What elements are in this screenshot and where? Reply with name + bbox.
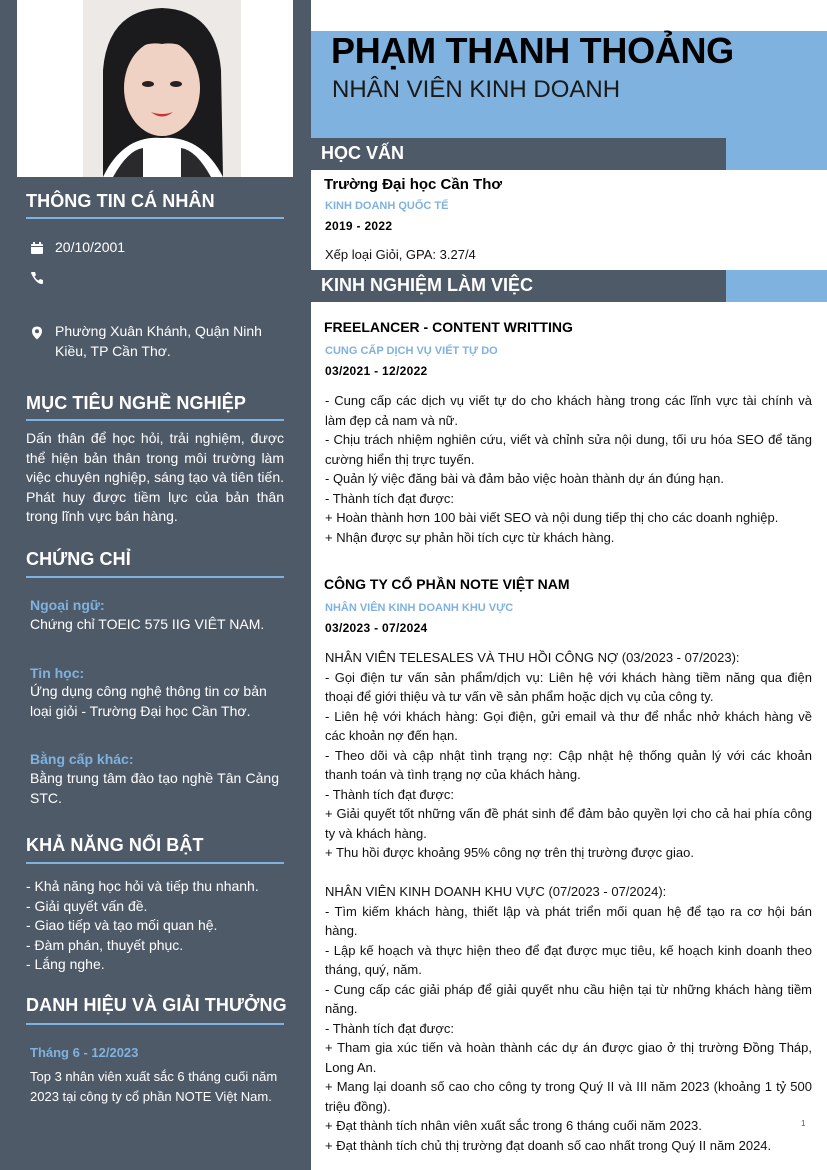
list-item: + Hoàn thành hơn 100 bài viết SEO và nội dung tiếp thị cho các doanh nghiệp. bbox=[325, 510, 779, 525]
list-item: + Tham gia xúc tiến và hoàn thành các dự án được giao ở thị trường Đồng Tháp, Long An. bbox=[325, 1040, 812, 1075]
section-title-skills: KHẢ NĂNG NỔI BẬT bbox=[26, 835, 204, 855]
job-description bbox=[325, 648, 812, 1155]
list-item: - Quản lý việc đăng bài và đảm bảo việc hoàn thành dự án đúng hạn. bbox=[325, 471, 724, 486]
list-item: - Giải quyết vấn đề. bbox=[26, 897, 148, 914]
section-title-certificates: CHỨNG CHỈ bbox=[26, 549, 131, 569]
list-item: NHÂN VIÊN TELESALES VÀ THU HỒI CÔNG NỢ (03/2023 - 07/2023): bbox=[325, 650, 740, 665]
cert-other-label: Bằng cấp khác: bbox=[30, 751, 134, 767]
school-name: Trường Đại học Cần Thơ bbox=[324, 176, 503, 193]
list-item: - Theo dõi và cập nhật tình trạng nợ: Cập nhật hệ thống quản lý với các khoản thanh toán và tình trạng nợ của khách hàng. bbox=[325, 747, 812, 782]
list-item: + Thu hồi được khoảng 95% công nợ trên thị trường được giao. bbox=[325, 845, 694, 860]
list-item: + Đạt thành tích chủ thị trường đạt doanh số cao nhất trong Quý II năm 2024. bbox=[325, 1137, 772, 1153]
cert-it-text: Ứng dụng công nghệ thông tin cơ bản loại giỏi - Trường Đại học Cần Thơ. bbox=[30, 683, 267, 719]
list-item: + Nhận được sự phản hồi tích cực từ khách hàng. bbox=[325, 529, 615, 545]
cert-language-label: Ngoại ngữ: bbox=[30, 597, 105, 613]
list-item: - Lập kế hoạch và thực hiện theo để đạt được mục tiêu, kế hoạch kinh doanh theo tháng, quý, năm. bbox=[325, 942, 812, 977]
section-title-career-objective: MỤC TIÊU NGHỀ NGHIỆP bbox=[26, 393, 247, 413]
candidate-name: PHẠM THANH THOẢNG bbox=[331, 30, 734, 71]
list-item: - Khả năng học hỏi và tiếp thu nhanh. bbox=[26, 878, 259, 894]
cert-language-text: Chứng chỉ TOEIC 575 IIG VIÊT NAM. bbox=[30, 616, 265, 632]
section-title-awards: DANH HIỆU VÀ GIẢI THƯỞNG bbox=[26, 995, 287, 1015]
job-org: FREELANCER - CONTENT WRITTING bbox=[324, 319, 573, 335]
list-item: + Giải quyết tốt những vấn đề phát sinh để đảm bảo quyền lợi cho cả hai phía công ty và khách hàng. bbox=[325, 806, 812, 841]
list-item: - Chịu trách nhiệm nghiên cứu, viết và chỉnh sửa nội dung, tối ưu hóa SEO để tăng cường hiển thị trực tuyến. bbox=[325, 432, 812, 467]
grade: Xếp loại Giỏi, GPA: 3.27/4 bbox=[325, 247, 476, 262]
divider bbox=[26, 862, 284, 864]
section-bar-experience bbox=[311, 270, 827, 302]
award-date: Tháng 6 - 12/2023 bbox=[30, 1045, 139, 1060]
list-item: - Thành tích đạt được: bbox=[325, 786, 454, 802]
list-item: + Mang lại doanh số cao cho công ty trong Quý II và III năm 2023 (khoảng 1 tỷ 500 triệu đồng). bbox=[325, 1079, 812, 1114]
job-org: CÔNG TY CỔ PHẦN NOTE VIỆT NAM bbox=[324, 576, 570, 592]
section-title-personal-info: THÔNG TIN CÁ NHÂN bbox=[26, 191, 215, 211]
list-item: + Đạt thành tích nhân viên xuất sắc trong 6 tháng cuối năm 2023. bbox=[325, 1118, 702, 1133]
sidebar bbox=[0, 0, 311, 1170]
calendar-icon bbox=[30, 241, 44, 255]
divider bbox=[26, 419, 284, 421]
objective-text: Dấn thân để học hỏi, trải nghiệm, được thể hiện bản thân trong môi trường làm việc chuyên nghiệp, sáng tạo và tiên tiến. Phát huy được tiềm lực của bản thân trong lĩnh vực bán hàng. bbox=[26, 430, 284, 524]
list-item: - Tìm kiếm khách hàng, thiết lập và phát triển mối quan hệ để tạo ra cơ hội bán hàng. bbox=[325, 903, 812, 938]
candidate-role: NHÂN VIÊN KINH DOANH bbox=[332, 76, 621, 103]
award-text: Top 3 nhân viên xuất sắc 6 tháng cuối năm 2023 tại công ty cổ phần NOTE Việt Nam. bbox=[30, 1069, 278, 1104]
job-role: CUNG CẤP DỊCH VỤ VIẾT TỰ DO bbox=[325, 345, 498, 357]
section-title-experience: KINH NGHIỆM LÀM VIỆC bbox=[321, 275, 534, 295]
address: Phường Xuân Khánh, Quận Ninh Kiều, TP Cần Thơ. bbox=[55, 323, 262, 359]
location-pin-icon bbox=[30, 326, 44, 340]
section-bar-education bbox=[311, 138, 827, 170]
divider bbox=[26, 576, 284, 578]
list-item: - Lắng nghe. bbox=[26, 956, 105, 972]
job-dates: 03/2021 - 12/2022 bbox=[325, 364, 428, 378]
major: KINH DOANH QUỐC TẾ bbox=[325, 200, 449, 212]
list-item: - Đàm phán, thuyết phục. bbox=[26, 936, 184, 953]
job-dates: 03/2023 - 07/2024 bbox=[325, 621, 428, 635]
phone-icon bbox=[30, 271, 44, 285]
list-item: NHÂN VIÊN KINH DOANH KHU VỰC (07/2023 - 07/2024): bbox=[325, 884, 667, 899]
section-title-education: HỌC VẤN bbox=[321, 143, 405, 163]
divider bbox=[26, 1023, 284, 1025]
list-item: - Giao tiếp và tạo mối quan hệ. bbox=[26, 917, 218, 933]
job-role: NHÂN VIÊN KINH DOANH KHU VỰC bbox=[325, 602, 514, 614]
list-item: - Thành tích đạt được: bbox=[325, 1020, 454, 1036]
list-item: - Cung cấp các dịch vụ viết tự do cho khách hàng trong các lĩnh vực tài chính và làm đẹp cả nam và nữ. bbox=[325, 393, 812, 428]
list-item: - Liên hệ với khách hàng: Gọi điện, gửi email và thư để nhắc nhở khách hàng về các khoản nợ đến hạn. bbox=[325, 708, 812, 743]
list-item: - Cung cấp các giải pháp để giải quyết nhu cầu hiện tại từ những khách hàng tiềm năng. bbox=[325, 981, 812, 1016]
skills-list bbox=[26, 877, 284, 975]
divider bbox=[26, 217, 284, 219]
avatar bbox=[83, 0, 241, 177]
cert-other-text: Bằng trung tâm đào tạo nghề Tân Cảng STC. bbox=[30, 770, 279, 806]
education-dates: 2019 - 2022 bbox=[325, 219, 393, 233]
list-item: - Thành tích đạt được: bbox=[325, 490, 454, 506]
spacer bbox=[325, 863, 812, 883]
cert-it-label: Tin học: bbox=[30, 665, 85, 681]
page-number: 1 bbox=[801, 1119, 806, 1128]
job-description bbox=[325, 391, 812, 547]
list-item: - Gọi điện tư vấn sản phẩm/dịch vụ: Liên hệ với khách hàng tiềm năng qua điện thoại để giới thiệu và tư vấn về sản phẩm hoặc dịch vụ của công ty. bbox=[325, 669, 812, 704]
birthday: 20/10/2001 bbox=[55, 239, 126, 255]
